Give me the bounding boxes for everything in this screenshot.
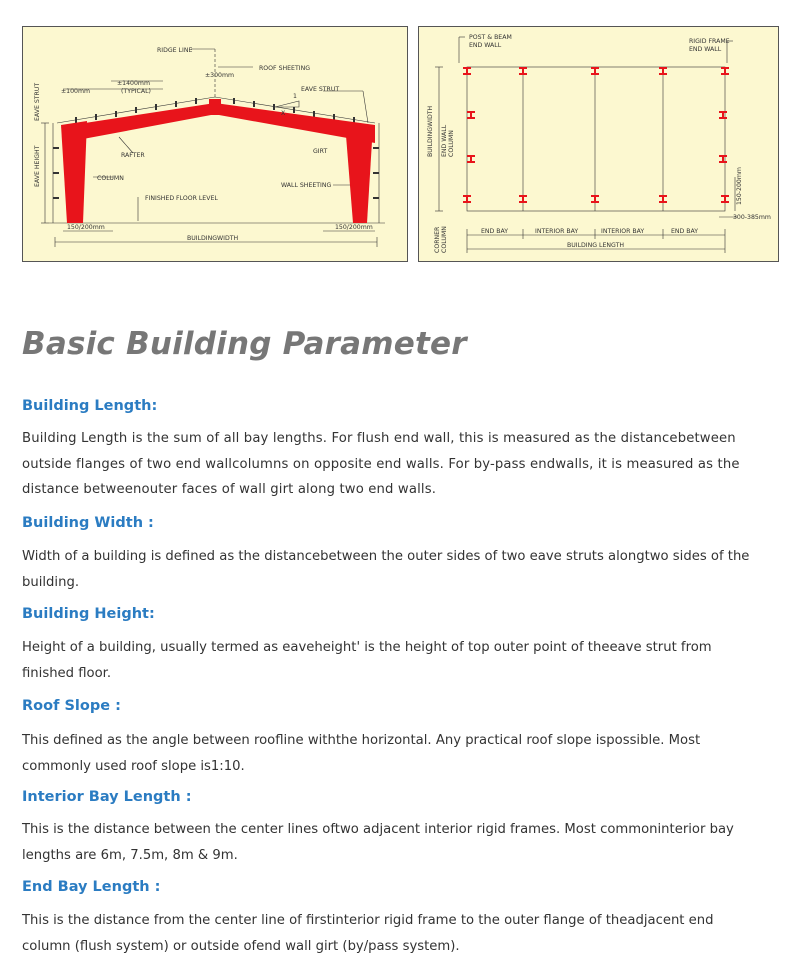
building-width-label: BUILDINGWIDTH [187,235,239,242]
corner-column-label-1: CORNER [434,226,441,253]
heading-building-width: Building Width : [22,515,154,531]
page-title: Basic Building Parameter [22,326,467,362]
dim-300-385-label: 300-385mm [733,214,771,221]
body-building-height: Height of a building, usually termed as eaveheight' is the height of top outer point of theeave strut from finished floor. [22,640,712,681]
wall-sheeting-label: WALL SHEETING [281,182,332,189]
dim-1400-label: ±1400mm [117,80,150,87]
building-width-right-label: BUILDINGWIDTH [427,105,434,157]
base-right-label: 150/200mm [335,224,373,231]
heading-building-height: Building Height: [22,606,155,622]
building-length-label: BUILDING LENGTH [567,242,625,249]
roof-sheeting-label: ROOF SHEETING [259,65,310,72]
rafter-label: RAFTER [121,152,145,159]
girt-label: GIRT [313,148,328,155]
bay-label-3: INTERIOR BAY [601,228,645,235]
slope-1-label: 1 [293,93,297,100]
bay-label-2: INTERIOR BAY [535,228,579,235]
body-building-width: Width of a building is defined as the distancebetween the outer sides of two eave struts alongtwo sides of the building. [22,549,750,590]
heading-interior-bay-length: Interior Bay Length : [22,789,192,805]
corner-column-label-2: COLUMN [441,226,448,253]
frame-section-diagram [22,26,408,262]
heading-end-bay-length: End Bay Length : [22,879,161,895]
bay-label-4: END BAY [671,228,699,235]
end-wall-column-label-2: COLUMN [448,130,455,157]
i-beam-markers [463,67,729,203]
eave-height-label: EAVE HEIGHT [34,145,41,187]
dim-100-label: ±100mm [61,88,91,95]
body-interior-bay-length: This is the distance between the center lines oftwo adjacent interior rigid frames. Most commoninterior bay lengths are 6m, 7.5m, 8m & 9m. [22,822,734,863]
ridge-line-label: RIDGE LINE [157,47,193,54]
end-wall-column-label-1: END WALL [441,124,448,157]
heading-building-length: Building Length: [22,398,158,414]
body-roof-slope: This defined as the angle between roofline withthe horizontal. Any practical roof slope ispossible. Most commonly used roof slope is1:10. [22,733,701,774]
dim-150-200-label: 150-200mm [736,167,743,205]
dim-300-label: ±300mm [205,72,235,79]
body-end-bay-length: This is the distance from the center line of firstinterior rigid frame to the outer flange of theadjacent end column (flush system) or outside ofend wall girt (by/pass system). [22,913,714,954]
end-wall-left-label: END WALL [469,42,502,49]
building-plan-diagram [418,26,779,262]
typical-label: (TYPICAL) [121,88,151,95]
rigid-frame [61,99,375,223]
rigid-frame-label: RIGID FRAME [689,38,730,45]
eave-strut-left-label: EAVE STRUT [34,82,41,121]
post-beam-label: POST & BEAM [469,34,512,41]
base-left-label: 150/200mm [67,224,105,231]
finished-floor-label: FINISHED FLOOR LEVEL [145,195,218,202]
column-label: COLUMN [97,175,124,182]
body-building-length: Building Length is the sum of all bay lengths. For flush end wall, this is measured as the distancebetween outside flanges of two end wallcolumns on opposite end walls. For by-pass endwalls, it is measured as the distance betweenouter faces of wall girt along two end walls. [22,431,740,497]
bay-label-1: END BAY [481,228,509,235]
heading-roof-slope: Roof Slope : [22,698,121,714]
end-wall-right-label: END WALL [689,46,722,53]
slope-x-label: X [281,110,286,117]
eave-strut-right-label: EAVE STRUT [301,86,340,93]
